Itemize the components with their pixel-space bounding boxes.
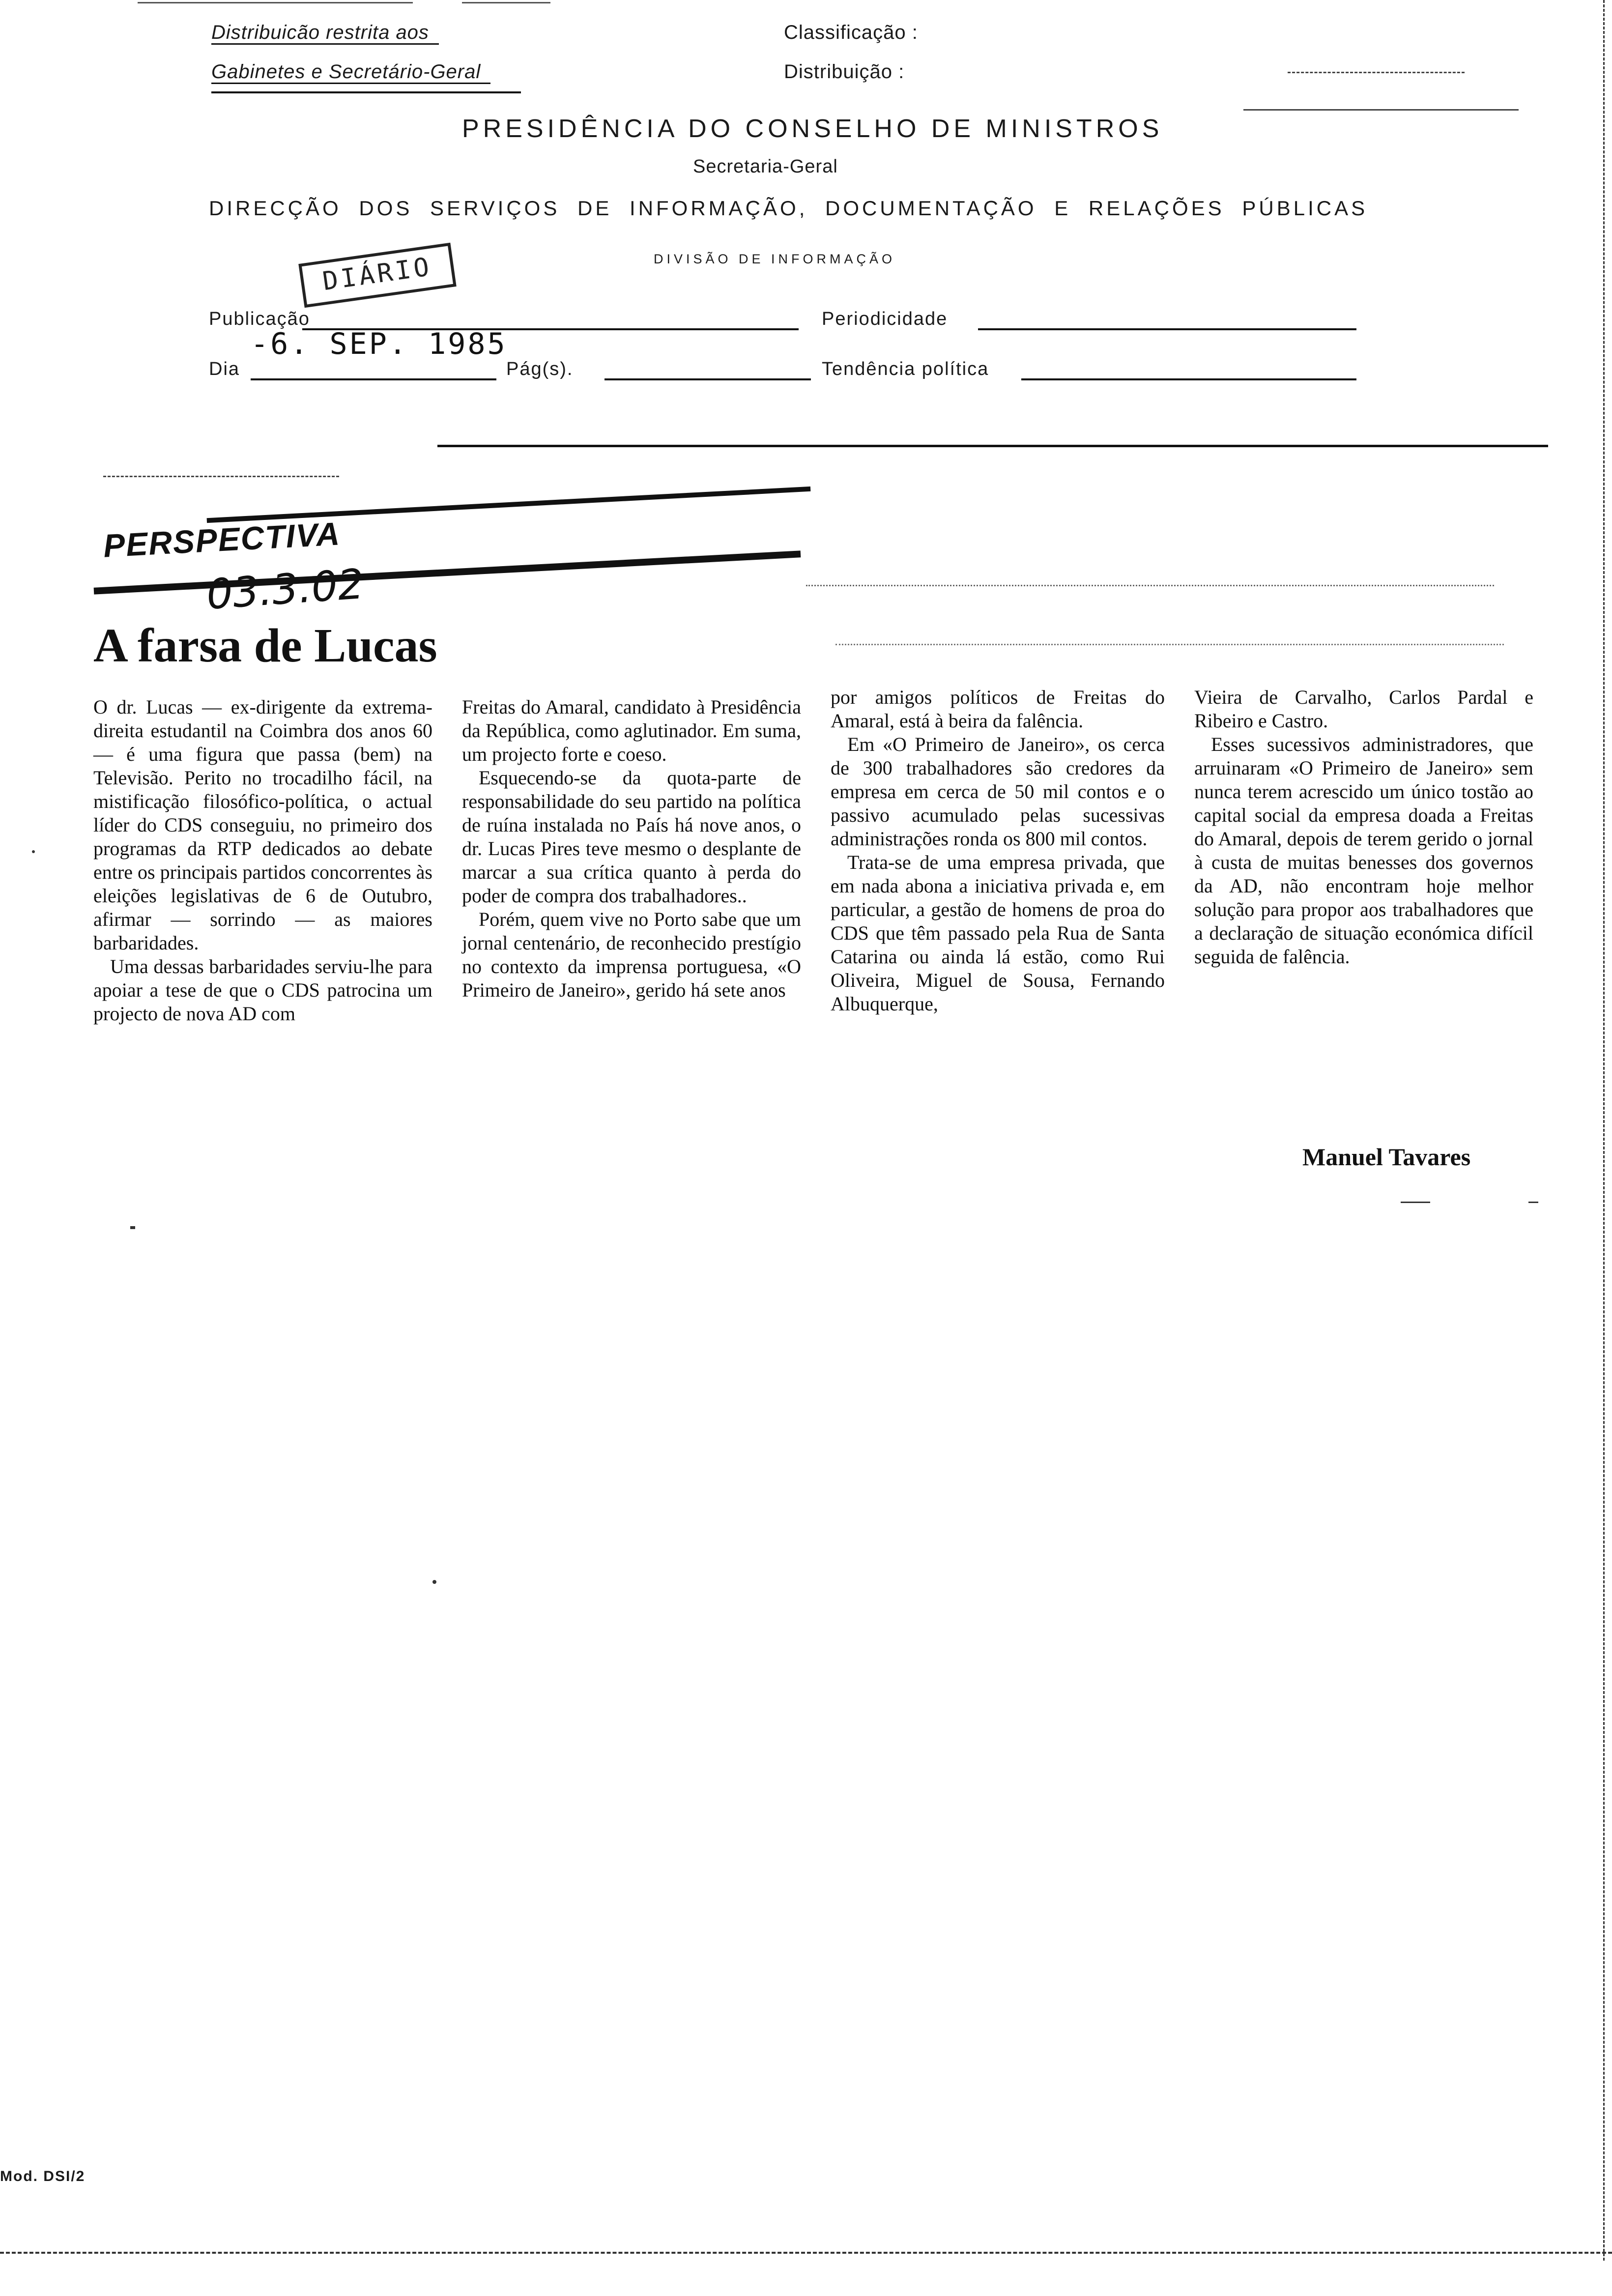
classification-label: Classificação :	[784, 22, 918, 43]
article-column-3	[831, 686, 1165, 1016]
stray-mark-2	[32, 850, 35, 853]
right-dash-1	[1288, 72, 1465, 73]
col3-paragraph-1: por amigos políticos de Freitas do Amaral, está à beira da falência.	[831, 686, 1165, 732]
right-dash-2	[1243, 109, 1519, 111]
day-label: Dia	[209, 359, 240, 379]
author-trailing-dash-2	[1528, 1202, 1538, 1203]
distribution-label: Distribuição :	[784, 61, 905, 83]
distribution-restricted-line2: Gabinetes e Secretário-Geral	[211, 61, 490, 83]
pages-field-line	[604, 378, 811, 380]
top-rule-left	[138, 2, 413, 3]
clipping-noise-rule	[103, 476, 339, 477]
political-tendency-field-line	[1021, 378, 1356, 380]
header-bottom-rule	[437, 445, 1548, 447]
periodicity-label: Periodicidade	[822, 309, 948, 329]
header-title: PRESIDÊNCIA DO CONSELHO DE MINISTROS	[462, 115, 1163, 143]
author-trailing-dash	[1401, 1202, 1430, 1203]
top-rule-right	[462, 2, 550, 3]
col1-paragraph-2: Uma dessas barbaridades serviu-lhe para apoiar a tese de que o CDS patrocina um projecto de nova AD com	[93, 955, 432, 1025]
header-subtitle: Secretaria-Geral	[693, 156, 838, 177]
publication-label: Publicação	[209, 309, 310, 329]
periodicity-field-line	[978, 328, 1356, 330]
distribution-restricted-line1: Distribuicão restrita aos	[211, 22, 439, 44]
political-tendency-label: Tendência política	[822, 359, 989, 379]
right-edge-fold-line	[1603, 0, 1605, 2261]
col3-paragraph-2: Em «O Primeiro de Janeiro», os cerca de 300 trabalhadores são credores da empresa em cerca de 50 mil contos e o passivo acumulado pelas sucessivas administrações ronda os 800 mil contos.	[831, 733, 1165, 850]
header-directorate: DIRECÇÃO DOS SERVIÇOS DE INFORMAÇÃO, DOCUMENTAÇÃO E RELAÇÕES PÚBLICAS	[209, 197, 1368, 220]
bottom-scan-edge	[0, 2252, 1612, 2254]
stray-mark-3	[130, 1226, 135, 1229]
article-column-4	[1194, 686, 1533, 969]
col4-paragraph-2: Esses sucessivos administradores, que arruinaram «O Primeiro de Janeiro» sem nunca terem acrescido um único tostão ao capital social da empresa doada a Freitas do Amaral, depois de terem gerido o jornal à custa de muitas benesses dos governos da AD, não encontram hoje melhor solução para propor aos trabalhadores que a declaração de situação económica difícil seguida de falência.	[1194, 733, 1533, 968]
distribution-underline	[211, 91, 521, 93]
clipping-noise-dots-right	[806, 585, 1494, 586]
form-code: Mod. DSI/2	[0, 2168, 86, 2184]
date-stamp: -6. SEP. 1985	[251, 327, 507, 361]
col2-paragraph-1: Freitas do Amaral, candidato à Presidência da República, como aglutinador. Em suma, um projecto forte e coeso.	[462, 696, 801, 765]
clipping-noise-dots-right-2	[835, 644, 1504, 645]
article-headline: A farsa de Lucas	[93, 619, 437, 672]
article-column-2	[462, 695, 801, 1002]
article-column-1	[93, 695, 432, 1026]
col4-paragraph-1: Vieira de Carvalho, Carlos Pardal e Ribeiro e Castro.	[1194, 686, 1533, 732]
col1-paragraph-1: O dr. Lucas — ex-dirigente da extrema-direita estudantil na Coimbra dos anos 60 — é uma figura que passa (bem) na Televisão. Perito no trocadilho fácil, na mistificação filosófico-política, o actual líder do CDS conseguiu, no primeiro dos programas da RTP dedicados ao debate entre os principais partidos concorrentes às eleições legislativas de 6 de Outubro, afirmar — sorrindo — as maiores barbaridades.	[93, 696, 432, 954]
stray-mark-1	[432, 1580, 436, 1584]
handwritten-reference: 03.3.02	[204, 559, 366, 619]
header-division: DIVISÃO DE INFORMAÇÃO	[654, 252, 896, 266]
col2-paragraph-2: Esquecendo-se da quota-parte de responsabilidade do seu partido na política de ruína instalada no País há nove anos, o dr. Lucas Pires teve mesmo o desplante de marcar a sua crítica quanto à perda do poder de compra dos trabalhadores..	[462, 767, 801, 907]
day-field-line	[251, 378, 496, 380]
col2-paragraph-3: Porém, quem vive no Porto sabe que um jornal centenário, de reconhecido prestígio no contexto da imprensa portuguesa, «O Primeiro de Janeiro», gerido há sete anos	[462, 908, 801, 1001]
col3-paragraph-3: Trata-se de uma empresa privada, que em nada abona a iniciativa privada e, em particular, a gestão de homens de proa do CDS que têm passado pela Rua de Santa Catarina ou ainda lá estão, como Rui Oliveira, Miguel de Sousa, Fernando Albuquerque,	[831, 851, 1165, 1015]
section-label: PERSPECTIVA	[102, 515, 342, 564]
article-author: Manuel Tavares	[1302, 1143, 1471, 1171]
pages-label: Pág(s).	[506, 359, 574, 379]
diario-stamp: DIÁRIO	[298, 243, 456, 308]
